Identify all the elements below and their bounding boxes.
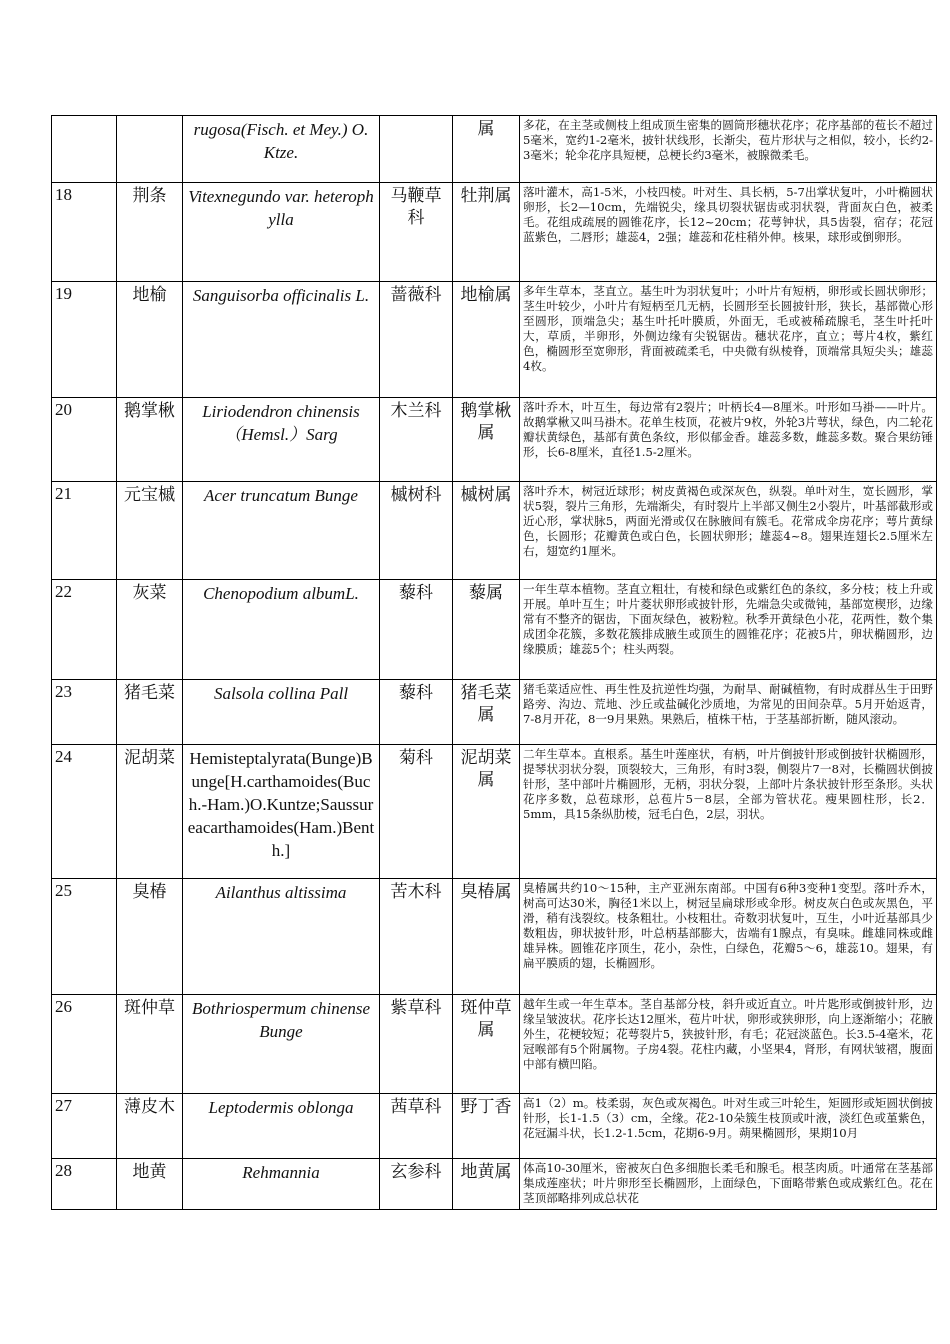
table-row <box>52 398 937 482</box>
row-number: 24 <box>52 745 117 879</box>
plant-name: 泥胡菜 <box>117 745 183 879</box>
latin-name: Chenopodium albumL. <box>183 580 380 680</box>
plant-genus: 地榆属 <box>453 282 520 398</box>
plant-name <box>117 116 183 183</box>
plant-name: 地黄 <box>117 1159 183 1210</box>
plant-family: 马鞭草科 <box>380 183 453 282</box>
plant-genus: 野丁香 <box>453 1094 520 1159</box>
plant-genus: 臭椿属 <box>453 879 520 995</box>
row-number: 22 <box>52 580 117 680</box>
plant-table-body <box>52 116 937 1210</box>
latin-name: Sanguisorba officinalis L. <box>183 282 380 398</box>
plant-family: 菊科 <box>380 745 453 879</box>
plant-family: 茜草科 <box>380 1094 453 1159</box>
table-row <box>52 1094 937 1159</box>
table-row <box>52 482 937 580</box>
row-number: 19 <box>52 282 117 398</box>
plant-description: 多年生草本，茎直立。基生叶为羽状复叶；小叶片有短柄，卵形或长圆状卵形；茎生叶较少，小叶片有短柄至几无柄，长圆形至长圆披针形，狭长，基部微心形至圆形，顶端急尖；基生叶托叶膜质，外面无，毛或被稀疏腺毛，茎生叶托叶大，草质，半卵形，外侧边缘有尖锐锯齿。穗状花序，直立；萼片4枚，紫红色，椭圆形至宽卵形，背面被疏柔毛，中央微有纵棱脊，顶端常具短尖头；雄蕊4枚。 <box>520 282 937 398</box>
plant-description: 二年生草本。直根系。基生叶莲座状，有柄，叶片倒披针形或倒披针状椭圆形，提琴状羽状分裂，顶裂较大，三角形，有时3裂，侧裂片7一8对，长椭圆状倒披针形，茎中部叶片椭圆形，无柄，羽状分裂，上部叶片条状披针形至条形。头状花序多数，总苞球形，总苞片5－8层，全部为管状花。瘦果圆柱形，长2．5mm，具15条纵肋棱，冠毛白色，2层，羽状。 <box>520 745 937 879</box>
plant-name: 元宝槭 <box>117 482 183 580</box>
table-row <box>52 580 937 680</box>
table-row <box>52 282 937 398</box>
plant-description: 高1（2）m。枝柔弱，灰色或灰褐色。叶对生或三叶轮生，矩圆形或矩圆状倒披针形，长1-1.5（3）cm，全缘。花2-10朵簇生枝顶或叶液，淡红色或堇紫色，花冠漏斗状，长1.2-1.5cm，花期6-9月。蒴果椭圆形，果期10月 <box>520 1094 937 1159</box>
plant-family: 苦木科 <box>380 879 453 995</box>
plant-family: 槭树科 <box>380 482 453 580</box>
latin-name: Acer truncatum Bunge <box>183 482 380 580</box>
plant-genus: 牡荆属 <box>453 183 520 282</box>
plant-name: 臭椿 <box>117 879 183 995</box>
plant-family: 紫草科 <box>380 995 453 1094</box>
plant-description: 越年生或一年生草本。茎自基部分枝，斜升或近直立。叶片匙形或倒披针形，边缘呈皱波状。花序长达12厘米，苞片叶状，卵形或狭卵形，向上逐渐缩小；花腋外生，花梗较短；花萼裂片5，狭披针形，有毛；花冠淡蓝色。长3.5-4毫米，花冠喉部有5个附属物。子房4裂。花柱内藏，小坚果4，肾形，有网状皱褶，腹面中部有横凹陷。 <box>520 995 937 1094</box>
plant-name: 薄皮木 <box>117 1094 183 1159</box>
plant-description: 猪毛菜适应性、再生性及抗逆性均强，为耐旱、耐碱植物，有时成群丛生于田野路旁、沟边、荒地、沙丘或盐碱化沙质地，为常见的田间杂草。5月开始返青，7-8月开花，8一9月果熟。果熟后，植株干枯，于茎基部折断，随风滚动。 <box>520 680 937 745</box>
plant-genus: 槭树属 <box>453 482 520 580</box>
latin-name: Vitexnegundo var. heterophylla <box>183 183 380 282</box>
latin-name: Rehmannia <box>183 1159 380 1210</box>
latin-name: Leptodermis oblonga <box>183 1094 380 1159</box>
row-number: 28 <box>52 1159 117 1210</box>
row-number: 18 <box>52 183 117 282</box>
latin-name: Liriodendron chinensis （Hemsl.）Sarg <box>183 398 380 482</box>
table-row <box>52 183 937 282</box>
row-number: 25 <box>52 879 117 995</box>
plant-name: 荆条 <box>117 183 183 282</box>
latin-name: Ailanthus altissima <box>183 879 380 995</box>
plant-genus: 藜属 <box>453 580 520 680</box>
plant-description: 落叶灌木，高1-5米，小枝四棱。叶对生、具长柄，5-7出掌状复叶，小叶椭圆状卵形，长2—10cm，先端锐尖，缘具切裂状锯齿或羽状裂，背面灰白色，被柔毛。花组成疏展的圆锥花序，长12~20cm；花萼钟状，具5齿裂，宿存；花冠蓝紫色，二唇形；雄蕊4，2强；雄蕊和花柱稍外伸。核果，球形或倒卵形。 <box>520 183 937 282</box>
plant-family: 木兰科 <box>380 398 453 482</box>
plant-description: 一年生草本植物。茎直立粗壮，有棱和绿色或紫红色的条纹，多分枝；枝上升或开展。单叶互生；叶片菱状卵形或披针形，先端急尖或微钝，基部宽楔形，边缘常有不整齐的锯齿，下面灰绿色，被粉粒。秋季开黄绿色小花，花两性，数个集成团伞花簇，多数花簇排成腋生或顶生的圆锥花序；花被5片，卵状椭圆形，边缘膜质；雄蕊5个；柱头两裂。 <box>520 580 937 680</box>
plant-name: 鹅掌楸 <box>117 398 183 482</box>
latin-name: Hemisteptalyrata(Bunge)Bunge[H.carthamoides(Buch.-Ham.)O.Kuntze;Saussureacarthamoides(Ham.)Benth.] <box>183 745 380 879</box>
plant-name: 灰菜 <box>117 580 183 680</box>
table-row <box>52 1159 937 1210</box>
latin-name: Salsola collina Pall <box>183 680 380 745</box>
plant-genus: 斑仲草属 <box>453 995 520 1094</box>
plant-family <box>380 116 453 183</box>
plant-description: 体高10-30厘米，密被灰白色多细胞长柔毛和腺毛。根茎肉质。叶通常在茎基部集成莲座状；叶片卵形至长椭圆形，上面绿色，下面略带紫色或成紫红色。花在茎顶部略排列成总状花 <box>520 1159 937 1210</box>
plant-family: 蔷薇科 <box>380 282 453 398</box>
plant-genus: 泥胡菜属 <box>453 745 520 879</box>
table-row <box>52 879 937 995</box>
plant-description: 多花，在主茎或侧枝上组成顶生密集的圆筒形穗状花序；花序基部的苞长不超过5毫米，宽约1-2毫米，披针状线形，长渐尖，苞片形状与之相似，较小，长约2-3毫米；轮伞花序具短梗，总梗长约3毫米，被腺微柔毛。 <box>520 116 937 183</box>
plant-genus: 鹅掌楸属 <box>453 398 520 482</box>
plant-description: 落叶乔木，树冠近球形；树皮黄褐色或深灰色，纵裂。单叶对生，宽长圆形，掌状5裂，裂片三角形，先端渐尖，有时裂片上半部又侧生2小裂片，叶基部截形或近心形，掌状脉5，两面光滑或仅在脉腋间有簇毛。花常成伞房花序；萼片黄绿色，长圆形；花瓣黄色或白色，长圆状卵形；雄蕊4~8。翅果连翅长2.5厘米左右，翅宽约1厘米。 <box>520 482 937 580</box>
row-number: 27 <box>52 1094 117 1159</box>
row-number: 26 <box>52 995 117 1094</box>
row-number: 20 <box>52 398 117 482</box>
plant-family: 藜科 <box>380 680 453 745</box>
table-row <box>52 745 937 879</box>
plant-genus: 地黄属 <box>453 1159 520 1210</box>
plant-name: 猪毛菜 <box>117 680 183 745</box>
plant-description: 臭椿属共约10～15种，主产亚洲东南部。中国有6种3变种1变型。落叶乔木，树高可达30米，胸径1米以上，树冠呈扁球形或伞形。树皮灰白色或灰黑色，平滑，稍有浅裂纹。枝条粗壮。小枝粗壮。奇数羽状复叶，互生，小叶近基部具少数粗齿，卵状披针形，叶总柄基部膨大，齿端有1腺点，有臭味。雌雄同株或雌雄异株。圆锥花序顶生，花小，杂性，白绿色，花瓣5～6，雄蕊10。翅果，有扁平膜质的翅，长椭圆形。 <box>520 879 937 995</box>
plant-genus: 猪毛菜属 <box>453 680 520 745</box>
plant-family: 藜科 <box>380 580 453 680</box>
plant-name: 斑仲草 <box>117 995 183 1094</box>
plant-table <box>51 115 937 1210</box>
table-row <box>52 680 937 745</box>
plant-family: 玄参科 <box>380 1159 453 1210</box>
plant-genus: 属 <box>453 116 520 183</box>
table-row <box>52 995 937 1094</box>
plant-name: 地榆 <box>117 282 183 398</box>
plant-description: 落叶乔木，叶互生，每边常有2裂片；叶柄长4—8厘米。叶形如马褂——叶片。故鹅掌楸又叫马褂木。花单生枝顶，花被片9枚，外轮3片萼状，绿色，内二轮花瓣状黄绿色，基部有黄色条纹，形似郁金香。雄蕊多数，雌蕊多数。聚合果纺锤形，长6-8厘米，直径1.5-2厘米。 <box>520 398 937 482</box>
latin-name: Bothriospermum chinense Bunge <box>183 995 380 1094</box>
table-row <box>52 116 937 183</box>
row-number: 23 <box>52 680 117 745</box>
row-number: 21 <box>52 482 117 580</box>
latin-name: rugosa(Fisch. et Mey.) O. Ktze. <box>183 116 380 183</box>
row-number <box>52 116 117 183</box>
